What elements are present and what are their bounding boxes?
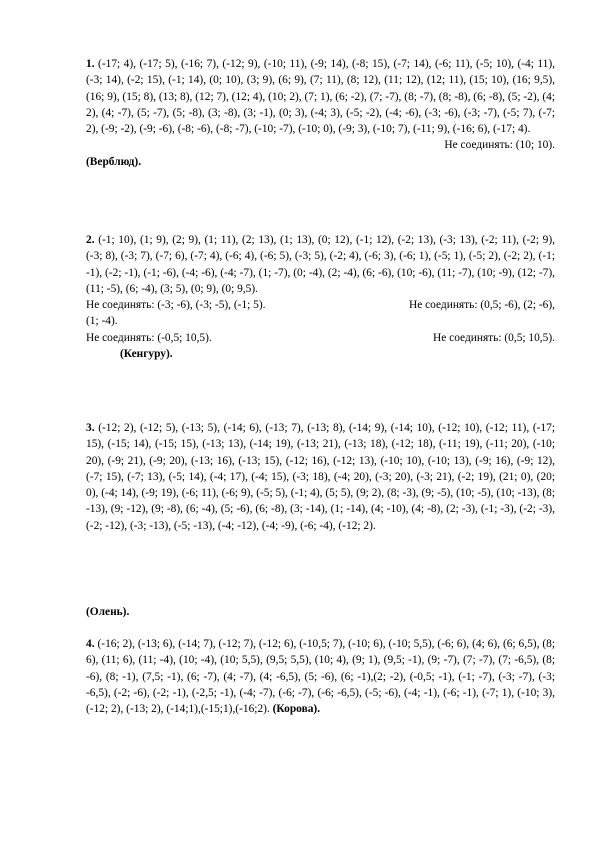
skip-note: Не соединять: (-0,5; 10,5). bbox=[86, 331, 212, 344]
task-number: 3. bbox=[86, 422, 95, 434]
task-number: 1. bbox=[86, 58, 95, 70]
skip-note: Не соединять: (-3; -6), (-3; -5), (-1; 5). bbox=[86, 299, 266, 312]
task-1 bbox=[86, 56, 555, 170]
task-points: (-16; 2), (-13; 6), (-14; 7), (-12; 7), (-12; 6), (-10,5; 7), (-10; 6), (-10; 5,5), (-6; 6), (4; 6), (6; 6,5), (8; 6), (11; 6), (11; -4), (10; -4), (10; 5,5), (9,5; 5,5), (10; 4), (9; 1), (9,5; -1), (9; -7), (7; -7), (7; -6,5), (8; -6), (8; -1), (7,5; -1), (6; -7), (4; -7), (4; -6,5), (5; -6), (6; -1),(2; -2), (-0,5; -1), (-1; -7), (-3; -7), (-3; -6,5), (-2; -6), (-2; -1), (-2,5; -1), (-4; -7), (-6; -7), (-6; -6,5), (-5; -6), (-4; -1), (-6; -1), (-7; 1), (-10; 3), (-12; 2), (-13; 2), (-14;1),(-15;1),(-16;2). bbox=[86, 638, 556, 716]
task-points: (-12; 2), (-12; 5), (-13; 5), (-14; 6), (-13; 7), (-13; 8), (-14; 9), (-14; 10), (-12; 10), (-12; 11), (-17; 15), (-15; 14), (-15; 15), (-13; 13), (-14; 19), (-13; 21), (-13; 18), (-12; 18), (-11; 19), (-11; 20), (-10; 20), (-9; 21), (-9; 20), (-13; 16), (-13; 15), (-12; 16), (-12; 13), (-10; 10), (-10; 13), (-9; 16), (-9; 12), (-7; 15), (-7; 13), (-5; 14), (-4; 17), (-4; 15), (-3; 18), (-4; 20), (-3; 20), (-3; 21), (-2; 19), (21; 0), (20; 0), (-4; 14), (-9; 19), (-6; 11), (-6; 9), (-5; 5), (-1; 4), (5; 5), (9; 2), (8; -3), (9; -5), (10; -5), (10; -13), (8; -13), (9; -12), (9; -8), (6; -4), (5; -6), (6; -8), (3; -14), (1; -14), (4; -10), (4; -8), (2; -3), (-1; -3), (-2; -3), (-2; -12), (-3; -13), (-5; -13), (-4; -12), (-4; -9), (-6; -4), (-12; 2). bbox=[86, 422, 555, 532]
task-answer: (Кенгуру). bbox=[120, 348, 173, 361]
task-points: (-17; 4), (-17; 5), (-16; 7), (-12; 9), (-10; 11), (-9; 14), (-8; 15), (-7; 14), (-6; 11), (-5; 10), (-4; 11), (-3; 14), (-2; 15), (-1; 14), (0; 10), (3; 9), (6; 9), (7; 11), (8; 12), (11; 12), (12; 11), (15; 10), (16; 9,5), (16; 9), (15; 8), (13; 8), (12; 7), (12; 4), (10; 2), (7; 1), (6; -2), (7; -7), (8; -7), (8; -8), (6; -8), (5; -2), (4; 2), (4; -7), (5; -7), (5; -8), (3; -8), (3; -1), (0; 3), (-4; 3), (-5; -2), (-4; -6), (-3; -6), (-3; -7), (-5; 7), (-7; 2), (-9; -2), (-9; -6), (-8; -6), (-8; -7), (-10; -7), (-10; 0), (-9; 3), (-10; 7), (-11; 9), (-16; 6), (-17; 4). bbox=[86, 58, 555, 136]
task-points: (-1; 10), (1; 9), (2; 9), (1; 11), (2; 13), (1; 13), (0; 12), (-1; 12), (-2; 13), (-3; 13), (-2; 11), (-2; 9), (-3; 8), (-3; 7), (-7; 6), (-7; 4), (-6; 4), (-6; 5), (-3; 5), (-2; 4), (-6; 3), (-6; 1), (-5; 1), (-5; 2), (-2; 2), (-1; -1), (-2; -1), (-1; -6), (-4; -6), (-4; -7), (1; -7), (0; -4), (2; -4), (6; -6), (10; -6), (11; -7), (10; -9), (12; -7), (11; -5), (6; -4), (3; 5), (0; 9), (0; 9,5). bbox=[86, 234, 555, 295]
skip-note: Не соединять: (0,5; -6), (2; -6), bbox=[409, 299, 555, 312]
skip-note: Не соединять: (10; 10). bbox=[444, 139, 555, 152]
task-3-answer bbox=[86, 604, 129, 620]
task-number: 2. bbox=[86, 234, 95, 246]
task-4 bbox=[86, 636, 555, 717]
skip-note-cont: (1; -4). bbox=[86, 315, 118, 328]
skip-note: Не соединять: (0,5; 10,5). bbox=[433, 331, 555, 344]
task-number: 4. bbox=[86, 638, 95, 650]
task-answer: (Корова). bbox=[272, 703, 321, 716]
task-2 bbox=[86, 232, 555, 362]
task-answer: (Верблюд). bbox=[86, 155, 142, 168]
task-answer: (Олень). bbox=[86, 606, 130, 618]
task-3 bbox=[86, 420, 555, 534]
